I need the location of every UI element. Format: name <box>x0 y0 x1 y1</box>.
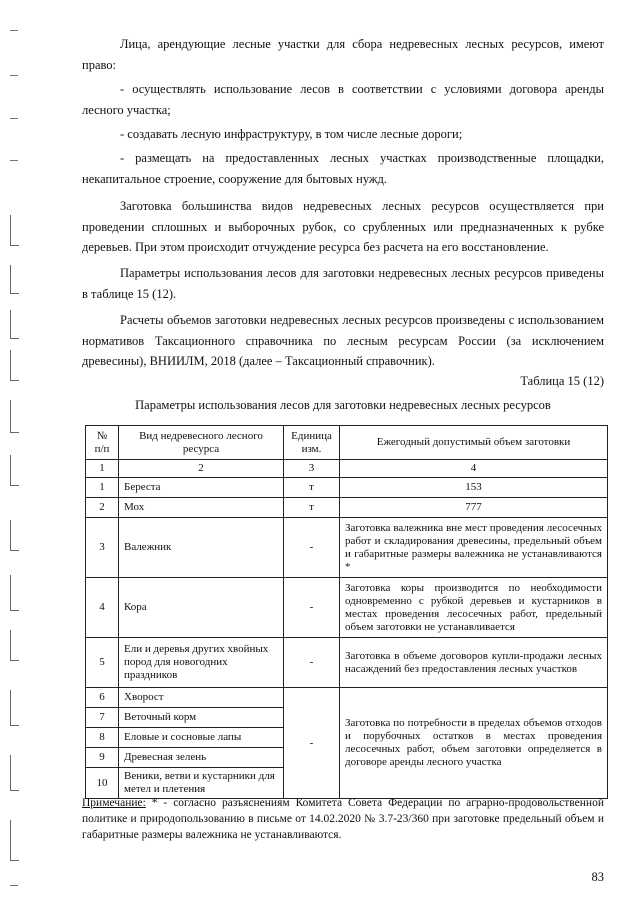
table-cell: Древесная зелень <box>119 748 284 768</box>
parameters-table <box>85 425 608 799</box>
margin-mark <box>10 520 19 551</box>
page-number: 83 <box>591 870 604 884</box>
paragraph: - размещать на предоставленных лесных участках производственные площадки, некапитальное строение, сооружение для бытовых нужд. <box>82 151 604 186</box>
margin-mark <box>10 630 19 661</box>
table-cell: Заготовка по потребности в пределах объемов отходов и порубочных остатков в местах проведения лесосечных работ, объем заготовки определяется в договоре аренды лесного участка <box>340 688 608 799</box>
header-cell: Единица изм. <box>284 426 340 460</box>
table-header-row <box>86 426 608 460</box>
footnote-label: Примечание: <box>82 797 146 809</box>
table-cell: Хворост <box>119 688 284 708</box>
table-cell: - <box>284 638 340 688</box>
paragraph: Параметры использования лесов для заготовки недревесных лесных ресурсов приведены в таблице 15 (12). <box>82 266 604 301</box>
table-cell: 2 <box>119 460 284 478</box>
table-cell: 4 <box>340 460 608 478</box>
table-cell: 7 <box>86 708 119 728</box>
paragraph: - осуществлять использование лесов в соответствии с условиями договора аренды лесного участка; <box>82 82 604 117</box>
table-cell: 2 <box>86 498 119 518</box>
table-row <box>86 518 608 578</box>
table-cell: Веники, ветви и кустарники для метел и плетения <box>119 768 284 799</box>
table-cell: 9 <box>86 748 119 768</box>
table-cell: 4 <box>86 578 119 638</box>
margin-mark <box>10 350 19 381</box>
table-cell: Мох <box>119 498 284 518</box>
table-cell: 1 <box>86 478 119 498</box>
table-cell: 6 <box>86 688 119 708</box>
table-cell: - <box>284 688 340 799</box>
paragraph: Лица, арендующие лесные участки для сбора недревесных лесных ресурсов, имеют право: <box>82 37 604 72</box>
margin-mark <box>10 755 19 791</box>
margin-mark <box>10 455 19 486</box>
table-cell: Кора <box>119 578 284 638</box>
table-cell: Заготовка коры производится по необходимости одновременно с рубкой деревьев и кустарников в местах проведения лесосечных работ, предельный объем заготовки не устанавливается <box>340 578 608 638</box>
paragraph: - создавать лесную инфраструктуру, в том числе лесные дороги; <box>120 127 463 141</box>
margin-mark <box>10 118 18 119</box>
paragraph: Расчеты объемов заготовки недревесных лесных ресурсов произведены с использованием нормативов Таксационного справочника по лесным ресурсам России (за исключением древесины), ВНИИЛМ, 2018 (далее – Таксационный справочник). <box>82 313 604 368</box>
table-cell: т <box>284 498 340 518</box>
table-row <box>86 498 608 518</box>
margin-mark <box>10 400 19 433</box>
table-cell: 777 <box>340 498 608 518</box>
table-row <box>86 478 608 498</box>
table-cell: Веточный корм <box>119 708 284 728</box>
table-cell: Ели и деревья других хвойных пород для новогодних праздников <box>119 638 284 688</box>
table-cell: 3 <box>86 518 119 578</box>
table-cell: 8 <box>86 728 119 748</box>
footnote-text: * - согласно разъяснениям Комитета Совета Федерации по аграрно-продовольственной политике и природопользованию в письме от 14.02.2020 № 3.7-23/360 при заготовке предельный объем и габаритные размеры валежника не устанавливаются. <box>82 797 604 841</box>
table-cell: 1 <box>86 460 119 478</box>
margin-mark <box>10 160 18 161</box>
table-cell: Валежник <box>119 518 284 578</box>
table-row <box>86 578 608 638</box>
table-cell: Заготовка в объеме договоров купли-продажи лесных насаждений без предоставления лесных участков <box>340 638 608 688</box>
margin-mark <box>10 575 19 611</box>
table-cell: Береста <box>119 478 284 498</box>
margin-mark <box>10 75 18 76</box>
table-cell: 3 <box>284 460 340 478</box>
header-cell: Ежегодный допустимый объем заготовки <box>340 426 608 460</box>
footnote <box>82 795 604 843</box>
table-cell: - <box>284 578 340 638</box>
margin-mark <box>10 310 19 339</box>
table-cell: 10 <box>86 768 119 799</box>
table-cell: Заготовка валежника вне мест проведения лесосечных работ и складирования древесины, предельный объем и габаритные размеры валежника не устанавливаются * <box>340 518 608 578</box>
margin-mark <box>10 820 19 861</box>
table-cell: 153 <box>340 478 608 498</box>
table-caption: Параметры использования лесов для заготовки недревесных лесных ресурсов <box>135 398 551 412</box>
paragraph: Заготовка большинства видов недревесных лесных ресурсов осуществляется при проведении сплошных и выборочных рубок, со срубленных или предназначенных к рубке деревьев. При этом происходит отчуждение ресурса без расчета на его восстановление. <box>82 199 604 254</box>
table-cell: 5 <box>86 638 119 688</box>
header-cell: Вид недревесного лесного ресурса <box>119 426 284 460</box>
table-cell: т <box>284 478 340 498</box>
margin-mark <box>10 690 19 726</box>
table-number-row <box>86 460 608 478</box>
table-label: Таблица 15 (12) <box>520 374 604 388</box>
margin-mark <box>10 30 18 31</box>
margin-mark <box>10 215 19 246</box>
table-cell: - <box>284 518 340 578</box>
header-cell: № п/п <box>86 426 119 460</box>
table-cell: Еловые и сосновые лапы <box>119 728 284 748</box>
table-row <box>86 688 608 708</box>
table-row <box>86 638 608 688</box>
margin-mark <box>10 885 18 886</box>
margin-mark <box>10 265 19 294</box>
